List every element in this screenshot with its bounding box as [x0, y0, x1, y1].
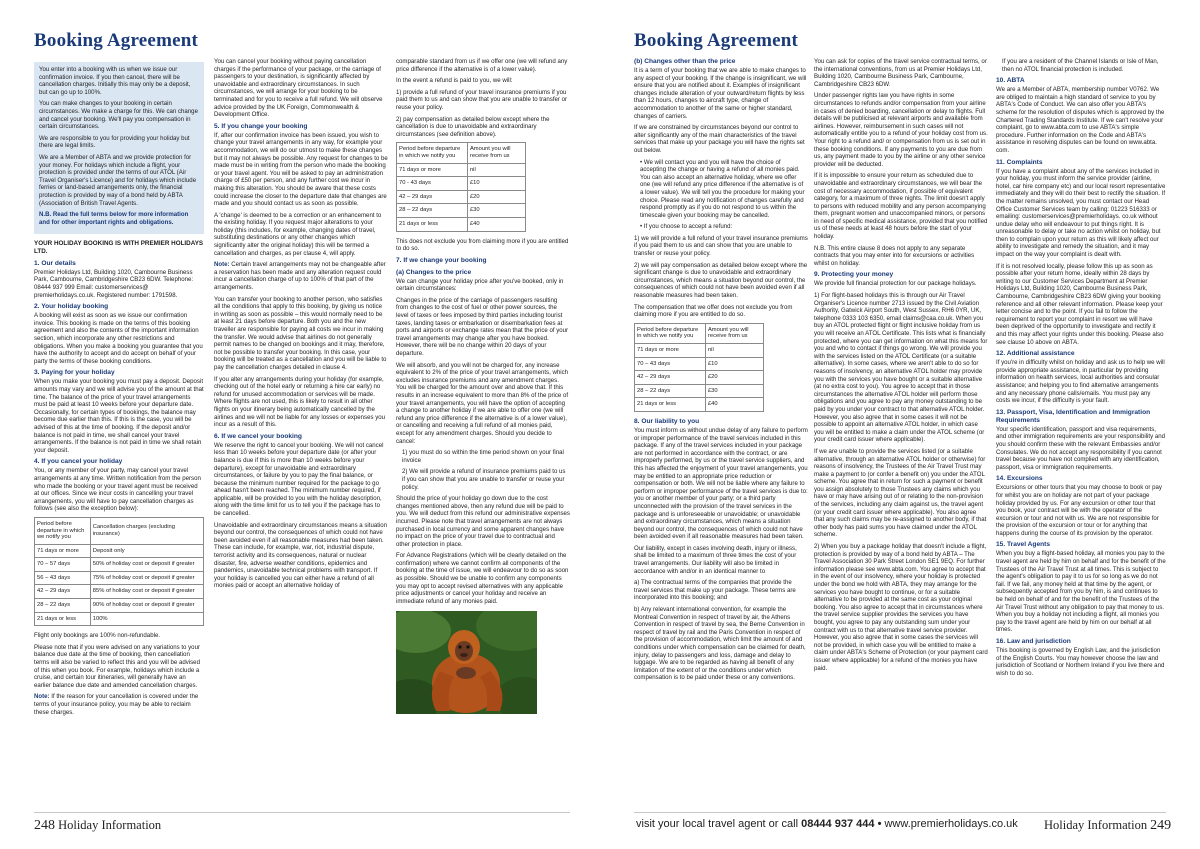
bullet-item: • If you choose to accept a refund:	[640, 223, 733, 231]
table-cell: £40	[467, 217, 525, 231]
bullet-text: We will contact you and you will have the choice of accepting the change or having a refund of all monies paid. You can also accept an alternative holiday, where we offer one (we will refund any price difference if the alternative is of a lower value). We will tell you the procedure for making your choice. Please read any notification of changes carefully and respond promptly as if you do not respond to us within the timescale given your booking may be cancelled.	[640, 158, 805, 219]
list-item: 1) provide a full refund of your travel insurance premiums if you paid them to us and can show that you are unable to transfer or reuse your policy.	[396, 88, 568, 111]
table-cell: 71 days or more	[635, 344, 706, 358]
table-row	[35, 558, 204, 572]
section-text: Excursions or other tours that you may choose to book or pay for whilst you are on holiday are not part of your package holiday provided by us. For any excursion or other tour that you book, your contract will be with the operator of the excursion or tour and not with us. We are not responsible for the provision of the excursion or tour or for anything that happens during the course of its provision by the operator.	[996, 484, 1162, 537]
list-item: 2) When you buy a package holiday that doesn't include a flight, protection is provided by way of a bond held by ABTA – The Travel Association 30 Park Street London SE1 9EQ. For further information please see www.abta.com. You agree to accept that in the event of our insolvency, where your holiday is protected under the bond we hold with ABTA, they may arrange for the services you have bought to continue, or for a suitable alternative to be provided at the same cost as your original booking. You also agree to accept that in circumstances where the travel service supplier provides the services you have bought, you agree to pay any outstanding sum under your contract with us to that alternative travel service provider. However, you also agree that in some cases the services will not be provided, in which case you will be entitled to make a claim under ABTA's Scheme of Protection (or your payment card issuer where applicable) for a refund of the monies you have paid.	[814, 543, 988, 672]
section-heading: 16. Law and jurisdiction	[996, 638, 1071, 645]
subsection-heading: (b) Changes other than the price	[634, 58, 736, 65]
list-item: 1) you must do so within the time period shown on your final invoice	[402, 449, 564, 464]
table-row	[397, 204, 526, 218]
section-text: You must inform us without undue delay of any failure to perform or improper performance of the travel services included in this package. If any of the travel services included in your package are not performed in accordance with the contract, or are improperly performed, by us or the travel service suppliers, and this has affected the enjoyment of your travel arrangements, you may be entitled to an appropriate price reduction or compensation or both. We will not be liable where any failure to perform or improper performance of the travel services is due to: you or another member of your party; or a third party unconnected with the provision of the travel services in the package and is unforeseeable or unavoidable; or unavoidable and extraordinary circumstances, which means a situation beyond our control, the consequences of which could not have been avoided even if all reasonable measures had been taken.	[634, 426, 808, 541]
section-text: If it is not resolved locally, please follow this up as soon as possible after your return home, ideally within 28 days by writing to our Customer Services Department at Premier Holidays Ltd, Building 1020, Cambourne Business Park, Cambourne, Cambridgeshire CB23 6DW giving your booking reference and all other relevant information. Please keep your letter concise and to the point. If you fail to follow the requirement to report your complaint in resort we will have been deprived of the opportunity to investigate and rectify it and this may affect your rights under this booking. Please also see clause 10 above on ABTA.	[996, 262, 1164, 346]
table-header-cell: Period before departure in which we notify you	[35, 517, 91, 544]
section-text: This booking is governed by English Law, and the jurisdiction of the English Courts. You may however choose the law and jurisdiction of Scotland or Northern Ireland if you live there and wish to do so.	[996, 647, 1165, 677]
left-footer	[34, 818, 161, 834]
section-heading: 12. Additional assistance	[996, 350, 1075, 358]
intro-box	[34, 62, 204, 234]
table-row	[635, 344, 764, 358]
footer-website: www.premierholidays.co.uk	[884, 818, 1018, 830]
section-heading: 2. Your holiday booking	[34, 303, 109, 311]
footer-bullet: •	[877, 818, 882, 830]
table-row	[35, 571, 204, 585]
table-header-cell: Period before departure in which we notify you	[397, 143, 468, 163]
section-heading: 14. Excursions	[996, 475, 1043, 483]
note-paragraph	[34, 693, 204, 716]
table-cell: £20	[705, 371, 763, 385]
section-text: If we are constrained by circumstances beyond our control to alter significantly any of the main characteristics of the travel services that make up your package you will have the rights set out below.	[634, 124, 805, 154]
orangutan-illustration	[396, 611, 537, 714]
compensation-table	[634, 323, 764, 412]
table-cell: 21 days or less	[635, 398, 706, 412]
section-heading: 5. If you change your booking	[214, 122, 308, 130]
section-heading: 8. Our liability to you	[634, 417, 700, 425]
section-text: Our liability, except in cases involving death, injury or illness, shall be limited to a maximum of three times the cost of your travel arrangements. Our liability will also be limited in accordance with and/or in an identical manner to	[634, 544, 797, 575]
table-cell: 100%	[90, 612, 203, 626]
table-cell: £10	[705, 357, 763, 371]
section-text: Should the price of your holiday go down due to the cost changes mentioned above, then any refund due will be paid to you. We will deduct from this refund our administrative expenses incurred. Please note that travel arrangements are not always purchased in local currency and some apparent changes have no impact on the price of your travel due to contractual and other protection in place.	[396, 495, 570, 548]
table-header-cell: Cancellation charges (excluding insurance)	[90, 517, 203, 544]
table-cell: £40	[705, 398, 763, 412]
section-text: Changes in the price of the carriage of passengers resulting from changes to the cost of fuel or other power sources, the level of taxes or fees imposed by third parties including tourist taxes, landing taxes or embarkation or disembarkation fees at ports and airports or exchange rates mean that the price of your travel arrangements may change after you have booked. However, there will be no change within 20 days of your departure.	[396, 296, 569, 358]
section-text: If you are a resident of the Channel Islands or Isle of Man, then no ATOL financial protection is included.	[1002, 58, 1159, 73]
intro-paragraph: We are responsible to you for providing your holiday but there are legal limits.	[39, 134, 190, 150]
intro-paragraph: You can make changes to your booking in certain circumstances. We make a charge for this. We can change and cancel your booking. We'll pay you compensation in certain circumstances.	[39, 100, 198, 131]
right-footer	[1044, 818, 1171, 834]
footer-label: Holiday Information	[1044, 818, 1148, 832]
bullet-item: • We will contact you and you will have the choice of accepting the change or having a refund of all monies paid. You can also accept an alternative holiday, where we offer one (we will refund any price difference if the alternative is of a lower value). We will tell you the procedure for making your choice. Please read any notification of changes carefully and respond promptly as if you do not respond to us within the timescale given your booking may be cancelled.	[640, 158, 805, 219]
section-text: We are a Member of ABTA, membership number V0762. We are obliged to maintain a high standard of service to you by ABTA's Code of Conduct. We can also offer you ABTA's scheme for the resolution of disputes which is approved by the Chartered Trading Standards Institute. If we can't resolve your complaint, go to www.abta.com to use ABTA's simple procedure. Further information on the Code and ABTA's assistance in resolving disputes can be found on www.abta. com.	[996, 86, 1165, 154]
section-text: When you make your booking you must pay a deposit. Deposit amounts may vary and we will advise you of the amount at that time. The balance of the price of your travel arrangements must be paid at least 10 weeks before your departure date. Occasionally, for certain types of bookings, the balance may become due earlier than this. If this is the case, you will be advised of this at the time of booking. If the deposit and/or balance is not paid in time, we shall cancel your travel arrangements. If the balance is not paid in time we shall retain your deposit.	[34, 378, 204, 454]
table-row	[35, 612, 204, 626]
subsection-heading: (a) Changes to the price	[396, 268, 472, 276]
section-text: Unavoidable and extraordinary circumstances means a situation beyond our control, the consequences of which could not have been avoided even if all reasonable measures had been taken. These can include, for example, war, riot, industrial dispute, terrorist activity and its consequences, natural or nuclear disaster, fire, adverse weather conditions, epidemics and pandemics, unavoidable technical problems with transport. If your holiday is cancelled you can either have a refund of all monies paid or accept an alternative holiday of	[214, 521, 388, 590]
section-text: We provide full financial protection for our package holidays.	[814, 280, 977, 288]
table-row	[397, 163, 526, 177]
note-text: If the reason for your cancellation is covered under the terms of your insurance policy, you may be able to reclaim these charges.	[34, 693, 199, 716]
section-text: You can cancel your booking without paying cancellation charges if the performance of your package, or the carriage of passengers to your destination, is significantly affected by unavoidable and extraordinary circumstances. In such circumstances, we will arrange for your booking to be terminated and for you to receive a full refund. We will observe advice provided by the UK Foreign, Commonwealth & Development Office.	[214, 58, 383, 119]
table-cell: nil	[705, 344, 763, 358]
left-column-2	[214, 58, 388, 594]
list-item: 1) we will provide a full refund of your travel insurance premiums if you paid them to us and can show that you are unable to transfer or reuse your policy.	[634, 234, 808, 258]
left-column-3	[396, 58, 570, 714]
table-cell: 50% of holiday cost or deposit if greater	[90, 558, 203, 572]
section-text: The compensation that we offer does not exclude you from claiming more if you are entitled to do so.	[634, 303, 793, 319]
section-heading: 4. If you cancel your holiday	[34, 458, 123, 466]
table-cell: 28 – 22 days	[635, 384, 706, 398]
section-text: In the event a refund is paid to you, we will:	[396, 77, 513, 85]
bullet-text: If you choose to accept a refund:	[643, 223, 733, 231]
section-text: If you alter any arrangements during your holiday (for example, checking out of the hotel early or returning a hire car early) no refund for unused accommodation or services will be made. Where flights are not used, this is likely to result in all other flights on your itinerary being automatically cancelled by the airlines and we will not be liable for any losses or expenses you incur as a result of this.	[214, 375, 386, 429]
right-footer-contact	[636, 818, 1018, 830]
section-heading: 1. Our details	[34, 259, 76, 267]
booking-with-heading: YOUR HOLIDAY BOOKING IS WITH PREMIER HOLIDAYS LTD.	[34, 240, 204, 256]
section-heading: 3. Paying for your holiday	[34, 369, 115, 377]
section-text: For Advance Registrations (which will be clearly detailed on the confirmation) where we cannot confirm all components of the booking at the time of issue, we will endeavour to do so as soon as possible. Should we be unable to confirm any components you may opt to accept revised alternatives with any applicable price adjustments or cancel your holiday and receive an immediate refund of any monies paid.	[396, 552, 569, 605]
page-number: 249	[1150, 818, 1172, 833]
intro-paragraph: We are a Member of ABTA and we provide protection for your money. For holidays which include a flight, your protection is provided under the terms of our ATOL (Air Travel Organiser's Licence) and for holidays which include ferries or land-based arrangements only, the financial protection is provided by way of a bond held by ABTA (Association of British Travel Agents.	[39, 153, 197, 207]
table-cell: 28 – 22 days	[397, 204, 468, 218]
table-row	[635, 384, 764, 398]
section-text: Premier Holidays Ltd, Building 1020, Cambourne Business Park, Cambourne, Cambridgeshire CB23 6DW. Telephone: 08444 937 999 Email: customerservices@ premierholidays.co.uk. Registered number: 1791598.	[34, 268, 194, 299]
table-cell: 71 days or more	[397, 163, 468, 177]
section-text: A 'change' is deemed to be a correction or an enhancement to the existing holiday. If you request major alterations to your holiday (this includes, for example, changing dates of travel, substituting destinations or any other changes which significantly alter the original holiday) this will be termed a cancellation and charges, as per clause 4, will apply.	[214, 211, 382, 257]
table-header-cell: Amount you will receive from us	[705, 323, 763, 343]
table-cell: £20	[467, 190, 525, 204]
table-header-cell: Amount you will receive from us	[467, 143, 525, 163]
section-text: If you have a complaint about any of the services included in your holiday, you must inform the service provider (airline, hotel, car hire company etc) and our local resort representative immediately and they will do their best to rectify the situation. If the matter remains unsolved, you must contact our Head Office Customer Services team by calling: 01223 516333 or emailing: customerservices@premierholidays. co.uk without undue delay who will endeavour to put things right. It is unreasonable to delay or take no action whilst on holiday, but then to complain upon your return as this will likely affect our ability to investigate and remedy the situation, and it may impact on the way your complaint is dealt with.	[996, 167, 1166, 259]
section-heading: 7. If we change your booking	[396, 256, 487, 264]
section-text: We will absorb, and you will not be charged for, any increase equivalent to 2% of the price of your travel arrangements, which excludes insurance premiums and any amendment charges. You will be charged for the amount over and above that. If this results in an increase equivalent to more than 8% of the price of your travel arrangements, you will have the option of accepting a change to another holiday if we are able to offer one (we will refund any price difference if the alternative is of a lower value), or cancelling and receiving a full refund of all monies paid, except for any amendment charges. Should you decide to cancel:	[396, 361, 569, 445]
section-text: Under passenger rights law you have rights in some circumstances to refunds and/or compensation from your airline in cases of denied boarding, cancellation or delay to flights. Full details will be publicised at relevant airports and available from airlines. However, reimbursement in such cases will not automatically entitle you to a refund of your holiday cost from us. Your right to a refund and/ or compensation from us is set out in these booking conditions. If any payments to you are due from us, any payment made to you by the airline or any other service provider will be deducted.	[814, 92, 988, 168]
note-label: Note:	[34, 693, 50, 701]
table-header-row	[35, 517, 204, 544]
section-text: If we are unable to provide the services listed (or a suitable alternative, through an alternative ATOL holder or otherwise) for reasons of insolvency, the Trustees of the Air Travel Trust may make a payment to (or confer a benefit on) you under the ATOL scheme. You agree that in return for such a payment or benefit you assign absolutely to those Trustees any claims which you have or may have arising out of or relating to the non-provision of the services, including any claim against us, the travel agent (or your credit card issuer where applicable). You also agree that any such claims may be re-assigned to another body, if that other body has paid sums you have claimed under the ATOL scheme.	[814, 447, 987, 539]
list-item: a) The contractual terms of the companies that provide the travel services that make up your package. These terms are incorporated into this booking; and	[634, 579, 796, 602]
note-paragraph	[214, 261, 388, 291]
section-heading: 13. Passport, Visa, Identification and Immigration Requirements	[996, 408, 1151, 424]
table-header-row	[397, 143, 526, 163]
table-cell: 42 – 29 days	[35, 585, 91, 599]
section-text: If you're in difficulty whilst on holiday and ask us to help we will provide appropriate assistance, in particular by providing information on health services, local authorities and consular assistance; and helping you to find alternative arrangements and any necessary phone calls/emails. You must pay any costs we incur, if the difficulty is your fault.	[996, 359, 1165, 405]
intro-paragraph: You enter into a booking with us when we issue our confirmation invoice. If you then cancel, there will be cancellation charges. Initially this may only be a deposit, but can go up to 100%.	[39, 66, 191, 96]
list-item: 2) pay compensation as detailed below except where the cancellation is due to unavoidable and extraordinary circumstances (see definition above).	[396, 115, 550, 138]
right-column-3	[996, 58, 1166, 681]
section-text: A booking will exist as soon as we issue our confirmation invoice. This booking is made on the terms of this booking agreement and also the contents of the important information section, which incorporate any other restrictions and obligations. When you make a booking you guarantee that you have the authority to accept and do accept on behalf of your party the terms of these booking conditions.	[34, 312, 203, 365]
section-text: If it is impossible to ensure your return as scheduled due to unavoidable and extraordinary circumstances, we will bear the cost of necessary accommodation, if possible of equivalent category, for a maximum of three nights. The limit doesn't apply to persons with reduced mobility and any person accompanying them, pregnant women and unaccompanied minors, or persons in need of specific medical assistance, provided that you notified us of these needs at least 48 hours before the start of your holiday.	[814, 172, 988, 241]
section-text: Please note that if you were advised on any variations to your balance due date at the time of booking, then cancellation terms will also be varied to reflect this and you will be advised of this when you book. For example, holidays which include a cruise, and certain tour itineraries, will generally have an earlier balance due date and amended cancellation charges.	[34, 643, 200, 689]
table-cell: 70 – 43 days	[635, 357, 706, 371]
section-heading: 10. ABTA	[996, 77, 1025, 85]
table-cell: 21 days or less	[35, 612, 91, 626]
page-number: 248	[34, 818, 55, 833]
table-cell: £10	[467, 177, 525, 191]
table-cell: 56 – 43 days	[35, 571, 91, 585]
note-text: Certain travel arrangements may not be changeable after a reservation has been made and any alteration request could incur a cancellation charge of up to 100% of that part of the arrangements.	[214, 261, 386, 292]
list-item: 2) We will provide a refund of insurance premiums paid to us if you can show that you are unable to transfer or reuse your policy.	[402, 468, 566, 491]
footer-rule	[634, 812, 1166, 813]
right-column-2	[814, 58, 988, 676]
page-title: Booking Agreement	[634, 30, 799, 51]
section-heading: 11. Complaints	[996, 158, 1043, 166]
section-text: If, after our confirmation invoice has been issued, you wish to change your travel arrangements in any way, for example your accommodation, we will do our utmost to make these changes but it may not always be possible. Any request for changes to be made must be in writing from the person who made the booking or your travel agent. You will be asked to pay an administration charge of £50 per person, and any further cost we incur in making this alteration. You should be aware that these costs could increase the closer to the departure date that changes are made and you should contact us as soon as possible.	[214, 131, 388, 208]
table-row	[635, 357, 764, 371]
table-cell: £30	[467, 204, 525, 218]
intro-note: N.B. Read the full terms below for more information and for other important rights and obligations.	[39, 211, 189, 226]
table-cell: 75% of holiday cost or deposit if greater	[90, 571, 203, 585]
table-header-row	[635, 323, 764, 343]
section-text: N.B. This entire clause 8 does not apply to any separate contracts that you may enter into for excursions or activities whilst on holiday.	[814, 244, 975, 267]
section-text: It is a term of your booking that we are able to make changes to any aspect of your booking. If the change is insignificant, we will ensure that you are notified about it. Examples of insignificant changes include alteration of your outward/return flights by less than 12 hours, changes to aircraft type, change of accommodation to another of the same or higher standard, changes of carriers.	[634, 67, 807, 120]
table-cell: Deposit only	[90, 544, 203, 558]
list-item: 2) we will pay compensation as detailed below except where the significant change is due to unavoidable and extraordinary circumstances, which means a situation beyond our control, the consequences of which could not have been avoided even if all reasonable measures had been taken.	[634, 261, 808, 300]
table-row	[397, 190, 526, 204]
table-row	[35, 585, 204, 599]
section-heading: 9. Protecting your money	[814, 271, 894, 279]
page-title: Booking Agreement	[34, 30, 199, 51]
table-cell: 42 – 29 days	[635, 371, 706, 385]
table-row	[635, 398, 764, 412]
footer-visit-text: visit your local travel agent or call	[636, 818, 799, 830]
section-text: When you buy a flight-based holiday, all monies you pay to the travel agent are held by him on behalf and for the benefit of the Trustees of the Air Travel Trust at all times. This is subject to the agent's obligation to pay it to us for so long as we do not fail. If we fail, any money held at that time by the agent, or subsequently accepted from you by him, is and continues to be held on behalf of and for the benefit of the Trustees of the Air Travel Trust without any obligation to pay that money to us. When you buy a holiday not including a flight, all monies you pay to the travel agent are held by him on our behalf at all times.	[996, 550, 1166, 634]
footer-label: Holiday Information	[58, 818, 162, 832]
cancellation-table	[34, 517, 204, 626]
section-heading: 15. Travel Agents	[996, 541, 1050, 549]
list-item: b) Any relevant international convention, for example the Montreal Convention in respect of travel by air, the Athens Convention in respect of travel by sea, the Berne Convention in respect of travel by rail and the Paris Convention in respect of the provision of accommodation, which limit the amount of and conditions under which compensation can be claimed for death, injury, delay to passengers and loss, damage and delay to luggage. We are to be regarded as having all benefit of any limitation of the extent of or the conditions under which compensation is to be paid under these or any conventions.	[634, 606, 806, 682]
section-text: You can ask for copies of the travel service contractual terms, or the international conventions, from us at Premier Holidays Ltd, Building 1020, Cambourne Business Park, Cambourne, Cambridgeshire CB23 6DW.	[814, 58, 987, 88]
table-cell: nil	[467, 163, 525, 177]
right-page	[600, 0, 1200, 849]
table-row	[35, 544, 204, 558]
list-item: 1) For flight-based holidays this is through our Air Travel Organiser's Licence number 2713 issued by the Civil Aviation Authority, Gatwick Airport South, West Sussex, RH6 0YR, UK, telephone 0333 103 6350, email claims@caa.co.uk. When you buy an ATOL protected flight or flight inclusive holiday from us you will receive an ATOL Certificate. This lists what is financially protected, where you can get information on what this means for you and who to contact if things go wrong. We will provide you with the services listed on the ATOL Certificate (or a suitable alternative). In some cases, where we aren't able to do so for reasons of insolvency, an alternative ATOL holder may provide you with the services you have bought or a suitable alternative (at no extra cost to you). You agree to accept that in those circumstances the alternative ATOL holder will perform those obligations and you agree to pay any money outstanding to be paid by you under your contract to that alternative ATOL holder. However, you also agree that in some cases it will not be possible to appoint an alternative ATOL holder, in which case you will be entitled to make a claim under the ATOL scheme (or your credit card issuer where applicable).	[814, 292, 988, 444]
section-text: This does not exclude you from claiming more if you are entitled to do so.	[396, 237, 569, 253]
table-cell: 85% of holiday cost or deposit if greater	[90, 585, 203, 599]
table-cell: 90% of holiday cost or deposit if greater	[90, 599, 203, 613]
table-header-cell: Period before departure in which we notify you	[635, 323, 706, 343]
table-cell: 70 – 57 days	[35, 558, 91, 572]
section-text: comparable standard from us if we offer one (we will refund any price difference if the alternative is of a lower value).	[396, 58, 568, 73]
table-cell: 21 days or less	[397, 217, 468, 231]
table-cell: 28 – 22 days	[35, 599, 91, 613]
section-text: You, or any member of your party, may cancel your travel arrangements at any time. Written notification from the person who made the booking or your travel agent must be received at our offices. Since we incur costs in cancelling your travel arrangements, you will have to pay cancellation charges as follows (see also the exception below):	[34, 467, 201, 513]
table-row	[397, 177, 526, 191]
table-cell: 71 days or more	[35, 544, 91, 558]
table-cell: 70 - 43 days	[397, 177, 468, 191]
orangutan-photo	[396, 611, 537, 714]
table-row	[397, 217, 526, 231]
right-column-1	[634, 58, 808, 686]
compensation-table	[396, 142, 526, 231]
footer-rule	[34, 812, 570, 813]
section-text: Flight only bookings are 100% non-refundable.	[34, 632, 161, 640]
section-text: We can change your holiday price after you've booked, only in certain circumstances:	[396, 277, 564, 293]
left-column-1	[34, 62, 204, 720]
note-label: Note:	[214, 261, 230, 269]
section-heading: 6. If we cancel your booking	[214, 432, 302, 440]
footer-phone: 08444 937 444	[801, 818, 875, 830]
section-text: We reserve the right to cancel your booking. We will not cancel less than 10 weeks before your departure date (or after your balance is due if this is more than 10 weeks before your departure), except for unavoidable and extraordinary circumstances, or failure by you to pay the final balance, or because the minimum number required for the package to go ahead hasn't been reached. The minimum number required, if applicable, will be provided to you with the holiday description, along with the time limit for us to tell you if the package has to be cancelled.	[214, 441, 384, 518]
section-text: Your specific identification, passport and visa requirements, and other immigration requirements are your responsibility and you should confirm these with the relevant Embassies and/or Consulates. We do not accept any responsibility if you cannot travel because you have not complied with any identification, passport, visa or immigration requirements.	[996, 425, 1166, 471]
table-cell: £30	[705, 384, 763, 398]
section-text: You can transfer your booking to another person, who satisfies all the conditions that apply to this booking, by giving us notice in writing as soon as possible – this would normally need to be at least 21 days before departure. Both you and the new traveller are responsible for paying all costs we incur in making the transfer. We would advise that airlines do not generally permit names to be changed on bookings and it may, therefore, not be possible to transfer your booking. In this case, your booking will be treated as a cancellation and you will be liable to pay the cancellation charges detailed in clause 4.	[214, 295, 387, 371]
table-row	[35, 599, 204, 613]
table-row	[635, 371, 764, 385]
table-cell: 42 – 29 days	[397, 190, 468, 204]
